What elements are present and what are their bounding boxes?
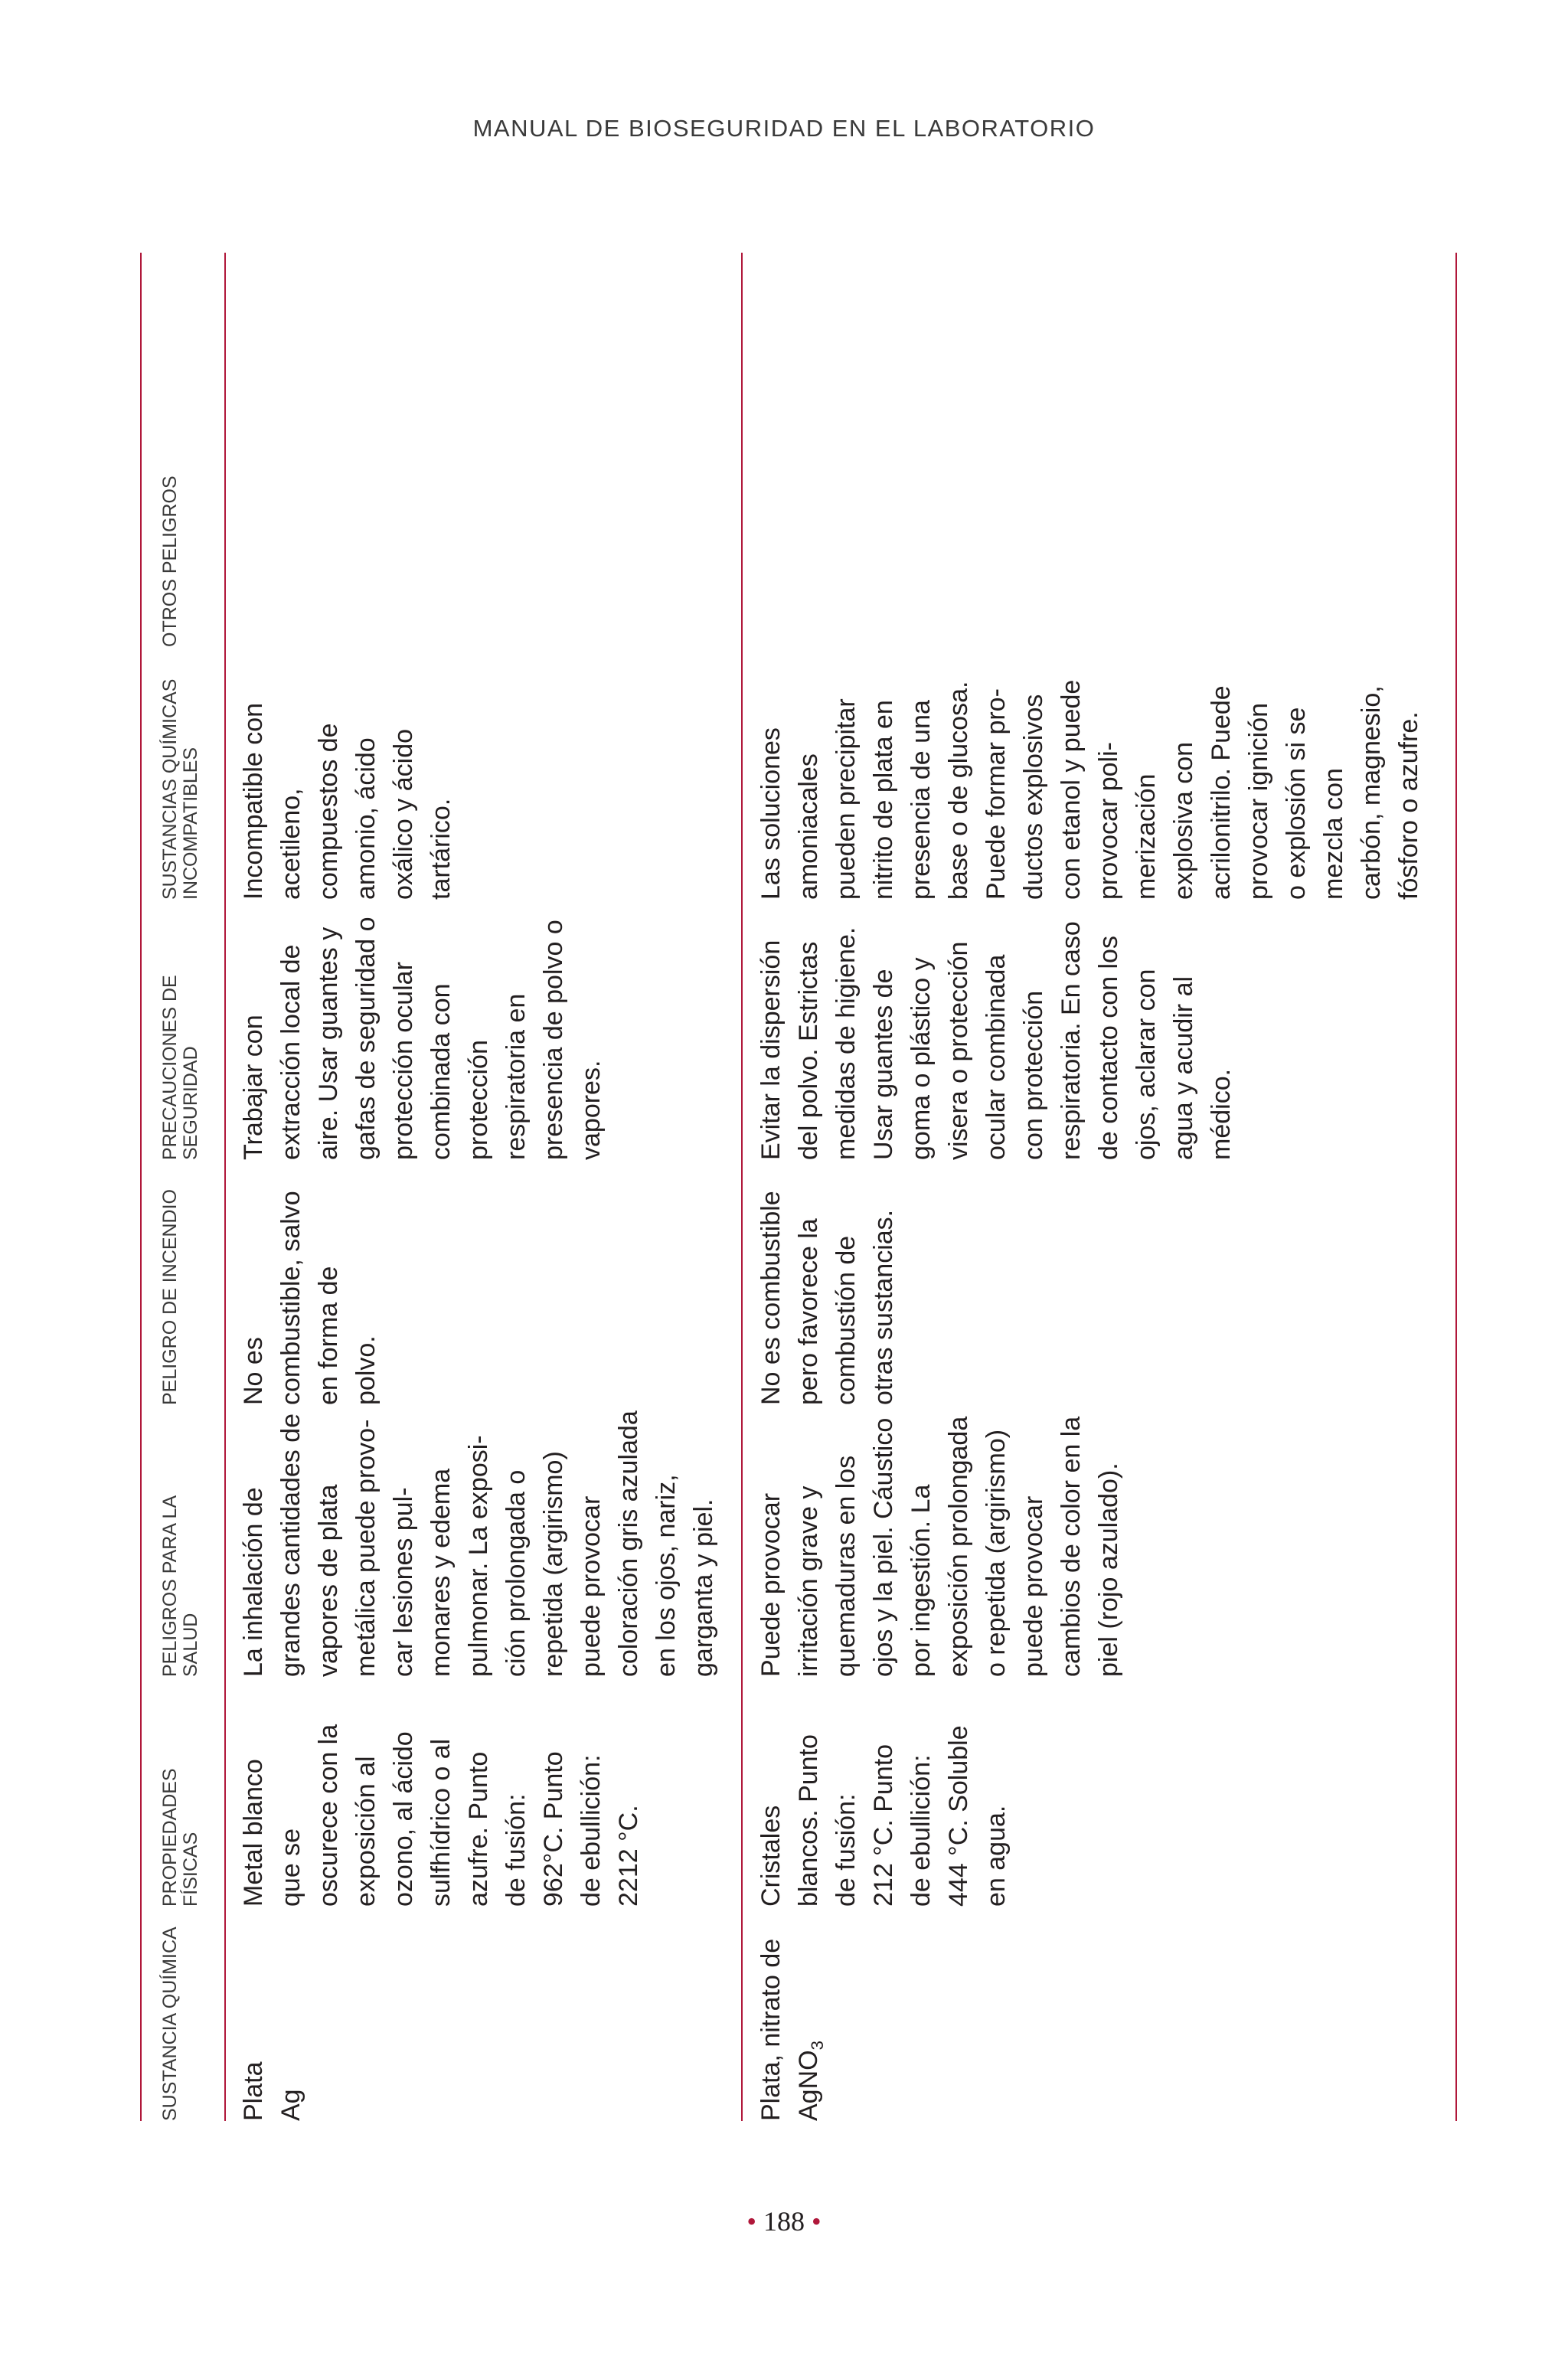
cell-line: azufre. Punto — [464, 1751, 493, 1907]
folio-bullet-left: • — [746, 2206, 756, 2237]
header-line: SUSTANCIA QUÍMICA — [159, 1927, 181, 2121]
cell-line: exposición prolongada — [944, 1416, 973, 1677]
cell-line: presencia de una — [906, 700, 936, 900]
chemical-safety-table — [140, 253, 1457, 2121]
cell-line: agua y acudir al — [1169, 976, 1198, 1160]
cell-line: combinada con — [426, 983, 456, 1160]
cell-line: metálica puede provo- — [351, 1419, 381, 1677]
cell-line: de ebullición: — [577, 1754, 606, 1907]
header-line: OTROS PELIGROS — [159, 476, 181, 647]
cell-line: ojos y la piel. Cáustico — [869, 1417, 898, 1677]
cell-line: protección ocular — [389, 962, 418, 1160]
cell-line: protección — [464, 1040, 493, 1160]
page-number-value: 188 — [763, 2206, 805, 2237]
header-rule — [224, 253, 226, 2121]
cell-line: presencia de polvo o — [539, 920, 568, 1160]
cell-line: irritación grave y — [794, 1485, 823, 1677]
cell-line: No es — [239, 1337, 268, 1405]
cell-line: Usar guantes de — [869, 969, 898, 1160]
row1-fire — [235, 1191, 385, 1405]
cell-line: quemaduras en los — [831, 1455, 861, 1677]
cell-line: monares y edema — [426, 1468, 456, 1677]
header-sustancias-incompatibles — [160, 647, 201, 900]
cell-line: de fusión: — [501, 1793, 531, 1907]
cell-line: exposición al — [351, 1756, 381, 1907]
cell-line: 212 °C. Punto — [869, 1744, 898, 1907]
cell-line: o repetida (argirismo) — [982, 1429, 1011, 1677]
table-top-rule — [140, 253, 142, 2121]
cell-line: explosiva con — [1169, 741, 1198, 900]
cell-line: vapores de plata — [314, 1484, 343, 1677]
cell-line: grandes cantidades de — [276, 1413, 305, 1677]
cell-line: del polvo. Estrictas — [794, 941, 823, 1160]
cell-line: amoniacales — [794, 753, 823, 900]
cell-line: Puede provocar — [756, 1492, 786, 1677]
running-head: MANUAL DE BIOSEGURIDAD EN EL LABORATORIO — [472, 115, 1096, 142]
cell-line: tartárico. — [426, 798, 456, 900]
cell-line: ojos, aclarar con — [1132, 969, 1161, 1160]
header-peligros-salud — [160, 1405, 201, 1677]
header-line: PELIGRO DE INCENDIO — [159, 1189, 181, 1405]
header-line: FÍSICAS — [180, 1832, 201, 1907]
cell-line: o explosión si se — [1282, 707, 1311, 900]
cell-line: carbón, magnesio, — [1357, 685, 1386, 900]
row2-incompatible — [753, 680, 1428, 900]
header-line: SUSTANCIAS QUÍMICAS — [159, 678, 181, 900]
formula-main: AgNO — [794, 2050, 823, 2121]
page-number — [0, 2205, 1568, 2237]
chemical-formula — [790, 1939, 836, 2121]
cell-line: La inhalación de — [239, 1487, 268, 1677]
cell-line: cambios de color en la — [1057, 1416, 1086, 1677]
cell-line: aire. Usar guantes y — [314, 926, 343, 1160]
cell-line: car lesiones pul- — [389, 1487, 418, 1677]
cell-line: No es combustible — [756, 1191, 786, 1405]
cell-line: combustión de — [831, 1235, 861, 1405]
cell-line: Incompatible con — [239, 702, 268, 900]
cell-line: piel (rojo azulado). — [1094, 1462, 1123, 1677]
cell-line: Cristales — [756, 1805, 786, 1907]
cell-line: gafas de seguridad o — [351, 917, 381, 1160]
cell-line: 962°C. Punto — [539, 1751, 568, 1907]
cell-line: médico. — [1207, 1068, 1236, 1160]
cell-line: Puede formar pro- — [982, 688, 1011, 900]
cell-line: 444 °C. Soluble — [944, 1725, 973, 1907]
cell-line: respiratoria. En caso — [1057, 921, 1086, 1160]
cell-line: garganta y piel. — [689, 1498, 718, 1677]
cell-line: provocar poli- — [1094, 742, 1123, 900]
cell-line: base o de glucosa. — [944, 681, 973, 900]
cell-line: de ebullición: — [906, 1754, 936, 1907]
row2-precautions — [753, 921, 1240, 1160]
cell-line: por ingestión. La — [906, 1484, 936, 1677]
cell-line: medidas de higiene. — [831, 926, 861, 1160]
header-line: SEGURIDAD — [180, 1046, 201, 1160]
cell-line: que se — [276, 1828, 305, 1907]
cell-line: pueden precipitar — [831, 698, 861, 900]
cell-line: Trabajar con — [239, 1015, 268, 1160]
row2-fire — [753, 1191, 903, 1405]
cell-line: de contacto con los — [1094, 936, 1123, 1160]
row1-health — [235, 1410, 723, 1677]
cell-line: en los ojos, nariz, — [652, 1474, 681, 1677]
cell-line: ozono, al ácido — [389, 1731, 418, 1907]
row1-substance — [235, 2062, 310, 2122]
header-precauciones — [160, 900, 201, 1160]
cell-line: pero favorece la — [794, 1218, 823, 1405]
cell-line: coloración gris azulada — [614, 1410, 643, 1677]
cell-line: fósforo o azufre. — [1394, 711, 1423, 900]
header-line: PELIGROS PARA LA — [159, 1495, 181, 1677]
cell-line: de fusión: — [831, 1793, 861, 1907]
cell-line: goma o plástico y — [906, 957, 936, 1160]
cell-line: 2212 °C. — [614, 1805, 643, 1907]
cell-line: combustible, salvo — [276, 1191, 305, 1405]
cell-line: en agua. — [982, 1805, 1011, 1907]
cell-line: merización — [1132, 773, 1161, 900]
cell-line: visera o protección — [944, 941, 973, 1160]
formula-subscript: 3 — [807, 2041, 827, 2051]
cell-line: puede provocar — [1019, 1495, 1048, 1677]
cell-line: ocular combinada — [982, 954, 1011, 1160]
cell-line: vapores. — [577, 1060, 606, 1160]
header-peligro-incendio — [160, 1160, 181, 1405]
cell-line: pulmonar. La exposi- — [464, 1435, 493, 1677]
header-line: PROPIEDADES — [159, 1768, 181, 1907]
cell-line: oscurece con la — [314, 1724, 343, 1907]
cell-line: polvo. — [351, 1335, 381, 1405]
cell-line: otras sustancias. — [869, 1209, 898, 1405]
row1-physical — [235, 1724, 648, 1907]
cell-line: puede provocar — [577, 1495, 606, 1677]
cell-line: Evitar la dispersión — [756, 940, 786, 1160]
cell-line: Las soluciones — [756, 727, 786, 900]
row1-incompatible — [235, 703, 460, 900]
cell-line: Metal blanco — [239, 1759, 268, 1907]
header-line: SALUD — [180, 1613, 201, 1677]
header-line: PRECAUCIONES DE — [159, 975, 181, 1160]
cell-line: nitrito de plata en — [869, 700, 898, 900]
cell-line: Plata — [239, 2061, 268, 2121]
cell-line: con protección — [1019, 990, 1048, 1160]
cell-line: oxálico y ácido — [389, 728, 418, 900]
cell-line: Ag — [276, 2089, 305, 2121]
cell-line: blancos. Punto — [794, 1734, 823, 1907]
header-line: INCOMPATIBLES — [180, 747, 201, 900]
cell-line: acetileno, — [276, 788, 305, 900]
table-bottom-rule — [1455, 253, 1457, 2121]
cell-line: acrilonitrilo. Puede — [1207, 685, 1236, 900]
header-otros-peligros — [160, 417, 181, 647]
cell-line: en forma de — [314, 1266, 343, 1405]
cell-line: Plata, nitrato de — [756, 1938, 786, 2121]
cell-line: extracción local de — [276, 944, 305, 1160]
cell-line: ductos explosivos — [1019, 694, 1048, 900]
header-propiedades-fisicas — [160, 1677, 201, 1907]
cell-line: ción prolongada o — [501, 1469, 531, 1677]
folio-bullet-right: • — [812, 2206, 822, 2237]
row2-health — [753, 1417, 1128, 1677]
cell-line: compuestos de — [314, 723, 343, 900]
row1-precautions — [235, 917, 610, 1160]
cell-line: provocar ignición — [1244, 702, 1273, 900]
cell-line: respiratoria en — [501, 993, 531, 1160]
cell-line: con etanol y puede — [1057, 679, 1086, 900]
cell-line: repetida (argirismo) — [539, 1451, 568, 1677]
cell-line: mezcla con — [1319, 768, 1348, 900]
row-separator-rule — [741, 253, 743, 2121]
cell-line: amonio, ácido — [351, 737, 381, 900]
row2-physical — [753, 1725, 1015, 1907]
header-sustancia-quimica — [160, 1907, 181, 2121]
cell-line: sulfhídrico o al — [426, 1738, 456, 1907]
row2-substance — [753, 1939, 836, 2121]
